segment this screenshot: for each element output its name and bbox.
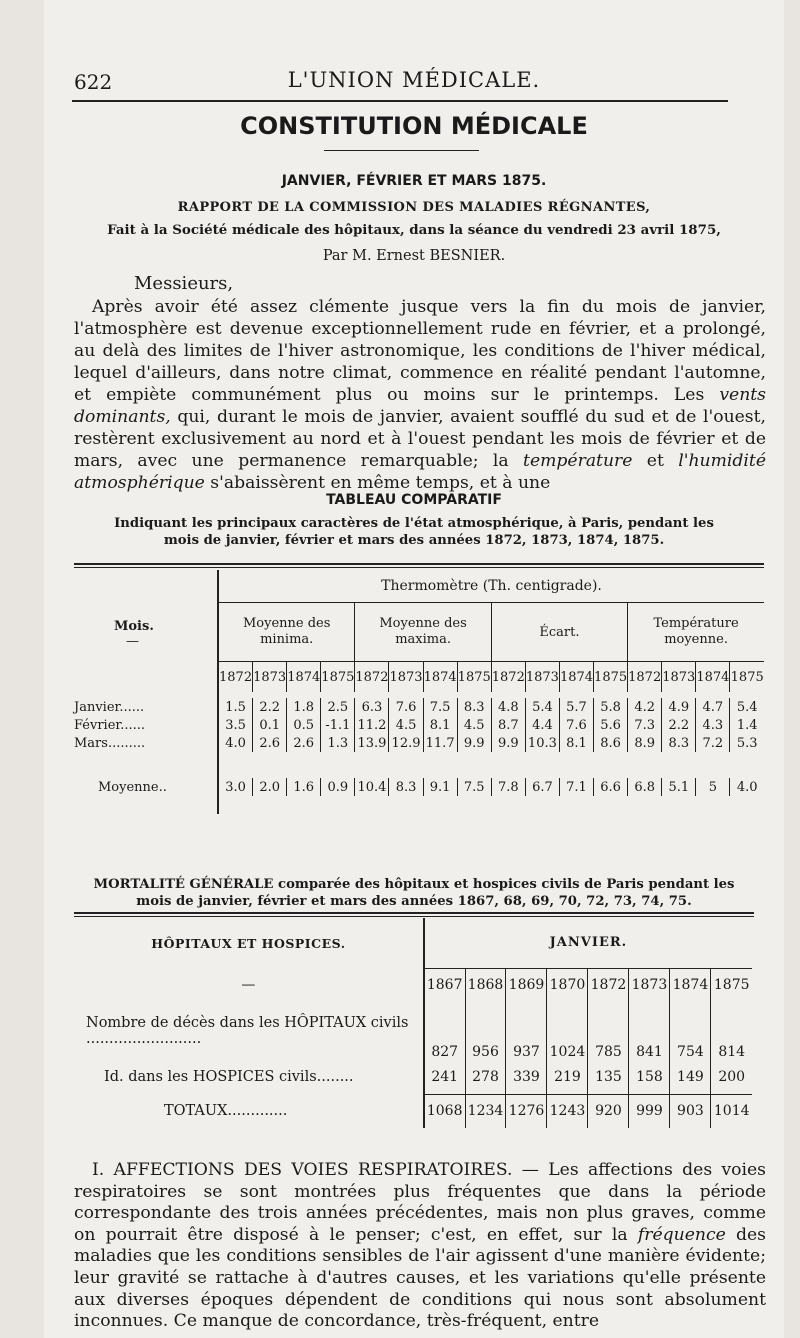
table-cell: 4.8 xyxy=(491,698,525,716)
journal-page xyxy=(44,0,784,1338)
table-row xyxy=(74,716,764,734)
table-cell: 10.3 xyxy=(525,734,559,752)
section-I-italic: fréquence xyxy=(637,1224,726,1245)
group-header-minima: Moyenne des minima. xyxy=(218,603,355,662)
table-cell: 6.3 xyxy=(355,698,389,716)
table-cell: 8.9 xyxy=(628,734,662,752)
year-1867: 1867 xyxy=(424,968,465,1002)
table2-top-rule xyxy=(74,912,754,914)
mean-cell: 3.0 xyxy=(218,778,253,796)
year-1875: 1875 xyxy=(321,662,355,693)
table-cell: 11.2 xyxy=(355,716,389,734)
table-cell: 339 xyxy=(506,1060,547,1094)
table-cell: 200 xyxy=(711,1060,752,1094)
table-cell: 12.9 xyxy=(389,734,423,752)
intro-text-4: s'abaissèrent en même temps, et à une xyxy=(204,473,551,493)
year-1874: 1874 xyxy=(696,662,730,693)
table-cell: 278 xyxy=(465,1060,506,1094)
year-1870: 1870 xyxy=(547,968,588,1002)
title-underline xyxy=(324,150,479,151)
page-number: 622 xyxy=(74,70,113,94)
table-cell: 219 xyxy=(547,1060,588,1094)
section-I-text-1: — Les affections des voies respiratoires se sont montrées plus fréquentes que dans la période correspondante des trois années précédentes, mais non plus graves, comme on pourrait être disposé à le penser; c'est, en effet, sur la xyxy=(74,1160,766,1245)
table-cell: 7.6 xyxy=(559,716,593,734)
row-gap xyxy=(74,796,218,814)
journal-title: L'UNION MÉDICALE. xyxy=(287,68,541,92)
intro-italic-1: vents dominants, xyxy=(74,385,766,427)
mean-cell: 6.6 xyxy=(594,778,628,796)
mean-cell: 7.5 xyxy=(457,778,491,796)
author-line: Par M. Ernest BESNIER. xyxy=(322,248,506,264)
table1-top-rule xyxy=(74,563,764,565)
table-cell: 1.8 xyxy=(287,698,321,716)
row-label: Janvier...... xyxy=(74,699,145,715)
mean-cell: 5 xyxy=(696,778,730,796)
table-cell: 920 xyxy=(588,1094,629,1128)
row-gap xyxy=(218,752,764,778)
table-cell: 1234 xyxy=(465,1094,506,1128)
mean-cell: 4.0 xyxy=(730,778,764,796)
table-cell: 2.6 xyxy=(287,734,321,752)
table-cell: 999 xyxy=(629,1094,670,1128)
mean-cell: 1.6 xyxy=(287,778,321,796)
table-cell: 149 xyxy=(670,1060,711,1094)
table-cell: 7.2 xyxy=(696,734,730,752)
year-1875: 1875 xyxy=(730,662,764,693)
table-cell: 1.5 xyxy=(218,698,253,716)
year-1869: 1869 xyxy=(506,968,547,1002)
table-cell: 5.4 xyxy=(730,698,764,716)
table-cell: 241 xyxy=(424,1060,465,1094)
table-row xyxy=(74,698,764,716)
table-cell: 135 xyxy=(588,1060,629,1094)
year-1868: 1868 xyxy=(465,968,506,1002)
mean-cell: 6.7 xyxy=(525,778,559,796)
table-cell: 956 xyxy=(465,1002,506,1060)
mortality-left-header: HÔPITAUX ET HOSPICES. xyxy=(151,935,346,951)
table-cell: 5.7 xyxy=(559,698,593,716)
table-cell: -1.1 xyxy=(321,716,355,734)
table-cell: 0.1 xyxy=(253,716,287,734)
year-1873: 1873 xyxy=(525,662,559,693)
year-1872: 1872 xyxy=(355,662,389,693)
intro-italic-3: l'humidité atmosphérique xyxy=(74,451,766,493)
report-title: RAPPORT DE LA COMMISSION DES MALADIES RÉGNANTES, xyxy=(177,200,651,215)
table2-top-rule-2 xyxy=(74,916,754,917)
temperature-rows xyxy=(74,698,764,752)
year-1873: 1873 xyxy=(629,968,670,1002)
year-1874: 1874 xyxy=(423,662,457,693)
table-cell: 13.9 xyxy=(355,734,389,752)
year-1873: 1873 xyxy=(389,662,423,693)
table-cell: 4.5 xyxy=(389,716,423,734)
mean-cell: 8.3 xyxy=(389,778,423,796)
row-label: Id. dans les HOSPICES civils........ xyxy=(104,1069,354,1085)
year-1873: 1873 xyxy=(253,662,287,693)
mortality-right-header: JANVIER. xyxy=(424,918,752,968)
table-cell: 5.4 xyxy=(525,698,559,716)
table-cell: 2.2 xyxy=(253,698,287,716)
table-cell: 827 xyxy=(424,1002,465,1060)
temperature-table xyxy=(74,570,764,814)
mortality-dash: — xyxy=(241,977,256,993)
table-cell: 1.3 xyxy=(321,734,355,752)
mean-cell: 6.8 xyxy=(628,778,662,796)
table-cell: 7.5 xyxy=(423,698,457,716)
mortality-table xyxy=(74,918,752,1128)
year-1874: 1874 xyxy=(559,662,593,693)
mean-cell: 10.4 xyxy=(355,778,389,796)
table-cell: 7.6 xyxy=(389,698,423,716)
month-header-dash: — xyxy=(126,634,139,649)
table-row-mean xyxy=(74,778,764,796)
row-label: Février...... xyxy=(74,717,145,733)
table2-caption-lead: MORTALITÉ GÉNÉRALE xyxy=(93,877,274,892)
table-cell: 5.6 xyxy=(594,716,628,734)
report-subtitle: Fait à la Société médicale des hôpitaux, dans la séance du vendredi 23 avril 1875, xyxy=(107,222,721,238)
table-cell: 7.3 xyxy=(628,716,662,734)
table-cell: 8.3 xyxy=(662,734,696,752)
table-cell: 8.1 xyxy=(423,716,457,734)
table-cell: 8.6 xyxy=(594,734,628,752)
table-cell: 2.2 xyxy=(662,716,696,734)
table-cell: 11.7 xyxy=(423,734,457,752)
table-cell: 8.7 xyxy=(491,716,525,734)
year-1875: 1875 xyxy=(457,662,491,693)
table-cell: 9.9 xyxy=(491,734,525,752)
year-1872: 1872 xyxy=(588,968,629,1002)
year-1875: 1875 xyxy=(711,968,752,1002)
table-cell: 3.5 xyxy=(218,716,253,734)
row-label: Mars......... xyxy=(74,735,146,751)
table2-caption xyxy=(84,876,744,910)
table-row xyxy=(74,1060,752,1094)
mortality-rows xyxy=(74,1002,752,1128)
table-cell: 903 xyxy=(670,1094,711,1128)
table-cell: 4.7 xyxy=(696,698,730,716)
table2-caption-rest: comparée des hôpitaux et hospices civils de Paris pendant les mois de janvier, février et mars des années 1867, 68, 69, 70, 72, 73, 74, 75. xyxy=(136,877,735,909)
year-1874: 1874 xyxy=(670,968,711,1002)
row-gap xyxy=(218,796,764,814)
table-cell: 1276 xyxy=(506,1094,547,1128)
section-I-heading: I. AFFECTIONS DES VOIES RESPIRATOIRES. xyxy=(92,1160,513,1180)
group-header-ecart: Écart. xyxy=(491,603,627,662)
table-cell: 8.3 xyxy=(457,698,491,716)
mean-cell: 5.1 xyxy=(662,778,696,796)
table-cell: 1068 xyxy=(424,1094,465,1128)
intro-paragraph xyxy=(74,296,766,494)
table-row xyxy=(74,1094,752,1128)
month-header-cell xyxy=(74,570,218,698)
table1-title: TABLEAU COMPARATIF xyxy=(326,492,502,508)
year-1872: 1872 xyxy=(491,662,525,693)
section-I-text-2: des maladies que les conditions sensibles de l'air agissent d'une manière évidente; leur gravité se rattache à d'autres causes, et les variations qu'elle présente aux diverses époques dépendent de conditions qui nous sont absolument inconnues. Ce manque de concordance, très-fréquent, entre xyxy=(74,1224,766,1332)
table-cell: 2.5 xyxy=(321,698,355,716)
table-cell: 0.5 xyxy=(287,716,321,734)
table-cell: 4.4 xyxy=(525,716,559,734)
table-cell: 841 xyxy=(629,1002,670,1060)
table-cell: 2.6 xyxy=(253,734,287,752)
table-row xyxy=(74,1002,752,1060)
intro-text-1: Après avoir été assez clémente jusque vers la fin du mois de janvier, l'atmosphère est devenue exceptionnellement rude en février, et a prolongé, au delà des limites de l'hiver astronomique, les conditions de l'hiver médical, lequel d'ailleurs, dans notre climat, commence en réalité pendant l'automne, et empiète communément plus ou moins sur le printemps. Les xyxy=(74,297,766,405)
row-label: TOTAUX............. xyxy=(164,1103,288,1119)
row-gap xyxy=(74,752,218,778)
table-cell: 785 xyxy=(588,1002,629,1060)
mean-cell: 9.1 xyxy=(423,778,457,796)
table-cell: 8.1 xyxy=(559,734,593,752)
group-header-maxima: Moyenne des maxima. xyxy=(355,603,491,662)
month-header: Mois. xyxy=(114,619,154,634)
table1-top-rule-2 xyxy=(74,567,764,568)
mean-cell: 7.8 xyxy=(491,778,525,796)
year-1872: 1872 xyxy=(628,662,662,693)
salutation: Messieurs, xyxy=(134,273,234,294)
table-cell: 4.0 xyxy=(218,734,253,752)
year-1873: 1873 xyxy=(662,662,696,693)
table-cell: 4.9 xyxy=(662,698,696,716)
period-heading: JANVIER, FÉVRIER ET MARS 1875. xyxy=(281,173,547,189)
mean-cell: 2.0 xyxy=(253,778,287,796)
table-cell: 5.3 xyxy=(730,734,764,752)
table-cell: 158 xyxy=(629,1060,670,1094)
intro-italic-2: température xyxy=(523,451,633,471)
table-cell: 4.5 xyxy=(457,716,491,734)
table-cell: 4.2 xyxy=(628,698,662,716)
group-header-temp: Température moyenne. xyxy=(628,603,764,662)
table-cell: 937 xyxy=(506,1002,547,1060)
header-rule xyxy=(72,100,728,102)
table-cell: 1024 xyxy=(547,1002,588,1060)
table-cell: 754 xyxy=(670,1002,711,1060)
table-cell: 1.4 xyxy=(730,716,764,734)
table1-caption: Indiquant les principaux caractères de l'état atmosphérique, à Paris, pendant les mois de janvier, février et mars des années 1872, 1873, 1874, 1875. xyxy=(114,516,714,548)
table-cell: 1014 xyxy=(711,1094,752,1128)
thermo-header: Thermomètre (Th. centigrade). xyxy=(218,570,764,603)
table-cell: 4.3 xyxy=(696,716,730,734)
table-cell: 1243 xyxy=(547,1094,588,1128)
year-1874: 1874 xyxy=(287,662,321,693)
mean-cell: 0.9 xyxy=(321,778,355,796)
section-I-paragraph xyxy=(74,1160,766,1333)
table-cell: 5.8 xyxy=(594,698,628,716)
table-cell: 814 xyxy=(711,1002,752,1060)
table-cell: 9.9 xyxy=(457,734,491,752)
mean-label: Moyenne.. xyxy=(98,779,167,795)
row-label: Nombre de décès dans les HÔPITAUX civils ......................... xyxy=(86,1015,409,1047)
mean-cell: 7.1 xyxy=(559,778,593,796)
year-1872: 1872 xyxy=(218,662,253,693)
table-row xyxy=(74,734,764,752)
year-1875: 1875 xyxy=(594,662,628,693)
section-title: CONSTITUTION MÉDICALE xyxy=(240,112,588,140)
intro-text-3: et xyxy=(632,451,679,471)
intro-text-2: qui, durant le mois de janvier, avaient soufflé du sud et de l'ouest, restèrent exclusivement au nord et à l'ouest pendant les mois de février et de mars, avec une permanence remarquable; la xyxy=(74,407,766,471)
